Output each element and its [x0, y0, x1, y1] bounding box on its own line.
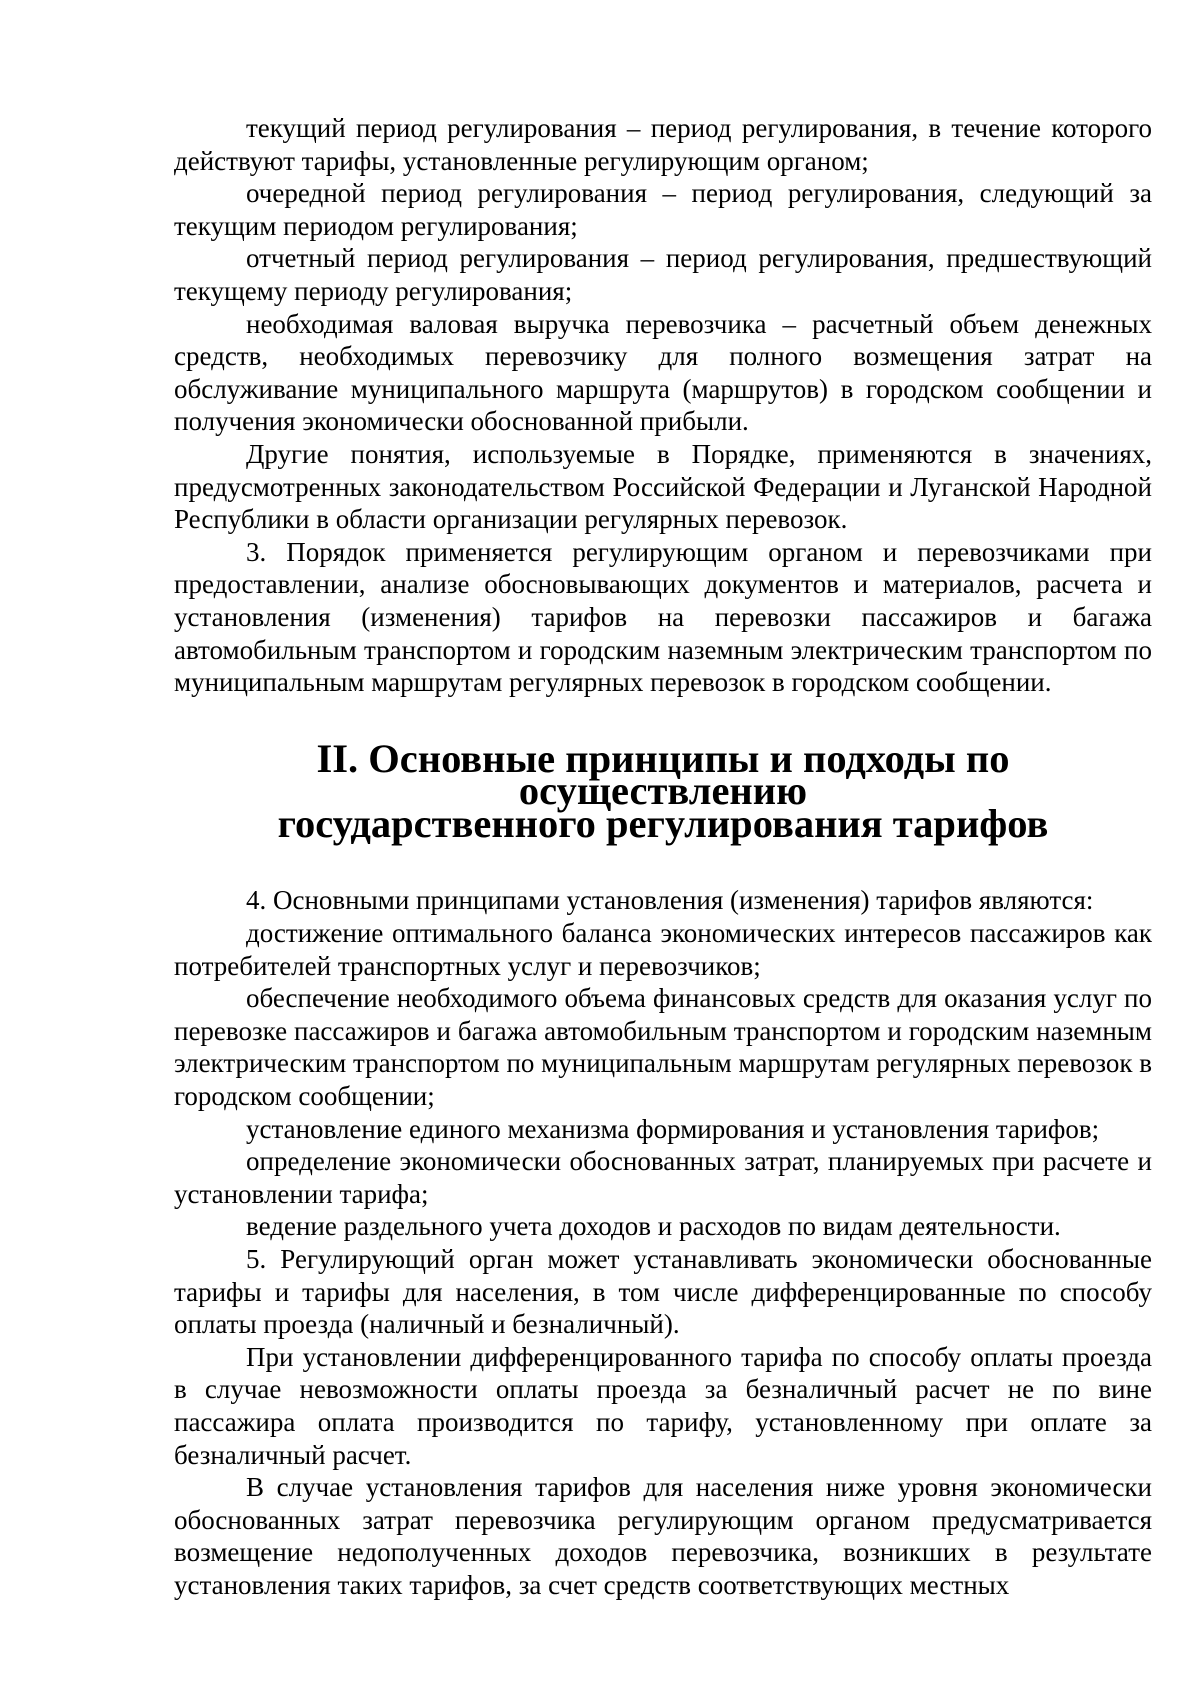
paragraph-next-period: очередной период регулирования – период регулирования, следующий за текущим периодом регулирования; — [174, 178, 1152, 241]
paragraph-compensation: В случае установления тарифов для населения ниже уровня экономически обоснованных затрат перевозчика регулирующим органом предусматривается возмещение недополученных доходов перевозчика, возникших в результате установления таких тарифов, за счет средств соответствующих местных — [174, 1472, 1152, 1600]
section-spacer — [174, 840, 1152, 884]
section-heading-line-2: государственного регулирования тарифов — [277, 800, 1049, 846]
document-page — [174, 112, 1152, 1602]
paragraph-single-mechanism: установление единого механизма формирования и установления тарифов; — [246, 1113, 1100, 1144]
paragraph-item-4: 4. Основными принципами установления (изменения) тарифов являются: — [246, 885, 1094, 916]
paragraph-accounting: ведение раздельного учета доходов и расходов по видам деятельности. — [246, 1211, 1061, 1242]
paragraph-costs: определение экономически обоснованных затрат, планируемых при расчете и установлении тарифа; — [174, 1146, 1152, 1209]
paragraph-reporting-period: отчетный период регулирования – период регулирования, предшествующий текущему периоду регулирования; — [174, 243, 1152, 306]
paragraph-balance: достижение оптимального баланса экономических интересов пассажиров как потребителей транспортных услуг и перевозчиков; — [174, 918, 1152, 981]
paragraph-current-period: текущий период регулирования – период регулирования, в течение которого действуют тарифы, установленные регулирующим органом; — [174, 113, 1152, 176]
paragraph-other-terms: Другие понятия, используемые в Порядке, применяются в значениях, предусмотренных законодательством Российской Федерации и Луганской Народной Республики в области организации регулярных перевозок. — [174, 438, 1152, 535]
paragraph-item-5: 5. Регулирующий орган может устанавливать экономически обоснованные тарифы и тарифы для населения, в том числе дифференцированные по способу оплаты проезда (наличный и безналичный). — [174, 1244, 1152, 1340]
paragraph-differentiated-tariff: При установлении дифференцированного тарифа по способу оплаты проезда в случае невозможности оплаты проезда за безналичный расчет не по вине пассажира оплата производится по тарифу, установленному при оплате за безналичный расчет. — [174, 1341, 1152, 1470]
paragraph-funding: обеспечение необходимого объема финансовых средств для оказания услуг по перевозке пассажиров и багажа автомобильным транспортом и городским наземным электрическим транспортом по муниципальным маршрутам регулярных перевозок в городском сообщении; — [174, 983, 1152, 1112]
section-heading — [174, 735, 1152, 846]
paragraph-item-3: 3. Порядок применяется регулирующим органом и перевозчиками при предоставлении, анализе обосновывающих документов и материалов, расчета и установления (изменения) тарифов на перевозки пассажиров и багажа автомобильным транспортом и городским наземным электрическим транспортом по муниципальным маршрутам регулярных перевозок в городском сообщении. — [174, 536, 1152, 698]
paragraph-gross-revenue: необходимая валовая выручка перевозчика – расчетный объем денежных средств, необходимых перевозчику для полного возмещения затрат на обслуживание муниципального маршрута (маршрутов) в городском сообщении и получения экономически обоснованной прибыли. — [174, 308, 1152, 437]
section-heading-line-1: II. Основные принципы и подходы по осуществлению — [316, 735, 1010, 814]
